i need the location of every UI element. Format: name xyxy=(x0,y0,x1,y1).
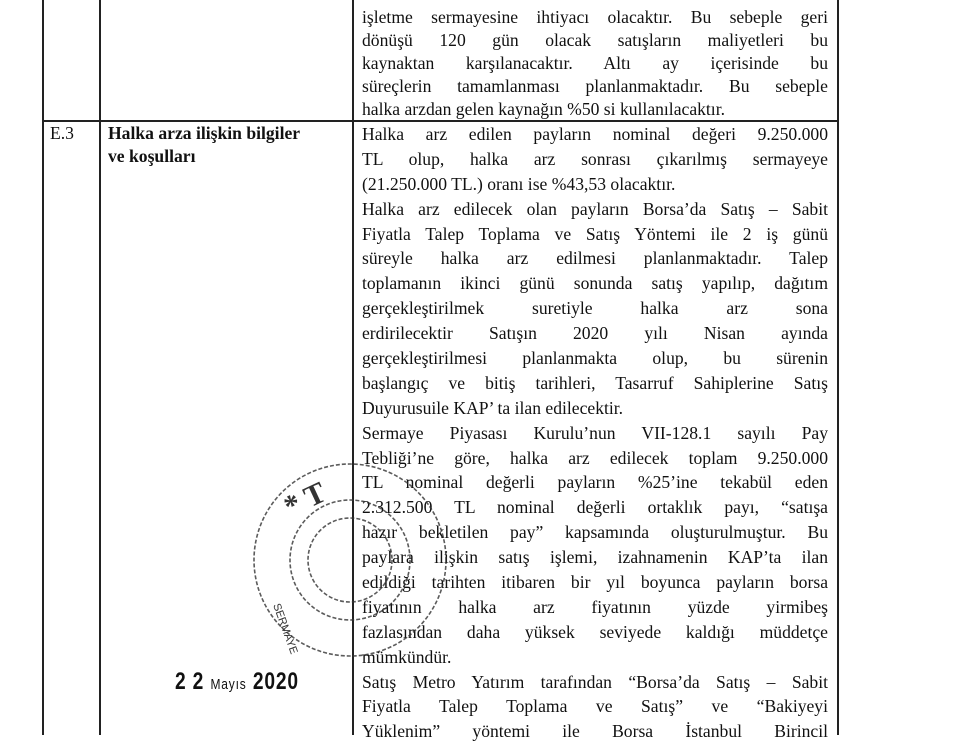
text-line: gerçekleştirilmek suretiyle halka arz sona xyxy=(362,298,828,319)
text-line: işletme sermayesine ihtiyacı olacaktır. Bu sebeple geri xyxy=(362,7,828,27)
text-line: hazır bekletilen pay” kapsamında oluşturulmuştur. Bu xyxy=(362,522,828,543)
text-line: Fiyatla Talep Toplama ve Satış Yöntemi ile 2 iş günü xyxy=(362,223,828,244)
text-line: Yüklenim” yöntemi ile Borsa İstanbul Birincil xyxy=(362,721,828,742)
text-line: paylara ilişkin satış işlemi, izahnamenin KAP’ta ilan xyxy=(362,547,828,568)
text-line: TL olup, halka arz sonrası çıkarılmış sermayeye xyxy=(362,148,828,169)
text-line: toplamanın ikinci günü sonunda satış yapılıp, dağıtım xyxy=(362,273,828,294)
text-line: TL nominal değerli payların %25’ine tekabül eden xyxy=(362,472,828,493)
text-line: halka arzdan gelen kaynağın %50 si kullanılacaktır. xyxy=(362,99,725,119)
table-divider-col1 xyxy=(99,0,101,735)
row-heading-line: ve koşulları xyxy=(108,146,196,166)
text-line: Duyurusuile KAP’ ta ilan edilecektir. xyxy=(362,397,624,418)
text-line: Halka arz edilecek olan payların Borsa’da Satış – Sabit xyxy=(362,198,828,219)
date-year: 2020 xyxy=(252,668,299,695)
received-date-stamp xyxy=(175,668,299,696)
text-line: mümkündür. xyxy=(362,646,452,667)
table-divider-col2 xyxy=(352,0,354,735)
text-line: erdirilecektir Satışın 2020 yılı Nisan ayında xyxy=(362,323,828,344)
text-line: fazlasından daha yüksek seviyede kaldığı müddetçe xyxy=(362,621,828,642)
text-line: Halka arz edilen payların nominal değeri 9.250.000 xyxy=(362,124,828,144)
text-line: kaynaktan karşılanacaktır. Altı ay içerisinde bu xyxy=(362,53,828,73)
text-line: dönüşü 120 gün olacak satışların maliyetleri bu xyxy=(362,30,828,50)
text-line: Fiyatla Talep Toplama ve Satış” ve “Bakiyeyi xyxy=(362,696,828,717)
text-line: 2.312.500 TL nominal değerli ortaklık payı, “satışa xyxy=(362,497,828,518)
text-line: Satış Metro Yatırım tarafından “Borsa’da Satış – Sabit xyxy=(362,671,828,692)
row-heading xyxy=(108,122,353,168)
table-border-right xyxy=(837,0,839,735)
table-border-left xyxy=(42,0,44,735)
text-line: Sermaye Piyasası Kurulu’nun VII-128.1 sayılı Pay xyxy=(362,422,828,443)
text-line: (21.250.000 TL.) oranı ise %43,53 olacaktır. xyxy=(362,173,676,194)
text-line: fiyatının halka arz fiyatının yüzde yirmibeş xyxy=(362,596,828,617)
text-line: süreçlerin tamamlanması planlanmaktadır. Bu sebeple xyxy=(362,76,828,96)
text-line: süreyle halka arz edilmesi planlanmaktadır. Talep xyxy=(362,248,828,269)
svg-text:* T: * T xyxy=(279,475,331,524)
row-heading-line: Halka arza ilişkin bilgiler xyxy=(108,123,301,143)
text-line: edildiği tarihten itibaren bir yıl boyunca payların borsa xyxy=(362,572,828,593)
row-code: E.3 xyxy=(50,123,74,143)
prev-row-text xyxy=(362,6,828,121)
text-line: başlangıç ve bitiş tarihleri, Tasarruf Sahiplerine Satış xyxy=(362,372,828,393)
svg-text:SERMAYE: SERMAYE xyxy=(270,601,300,656)
text-line: Tebliği’ne göre, halka arz edilecek toplam 9.250.000 xyxy=(362,447,828,468)
row-body-text xyxy=(362,122,828,744)
date-day: 2 2 xyxy=(175,668,205,695)
date-month: Mayıs xyxy=(210,676,247,693)
text-line: gerçekleştirilmesi planlanmakta olup, bu sürenin xyxy=(362,348,828,369)
